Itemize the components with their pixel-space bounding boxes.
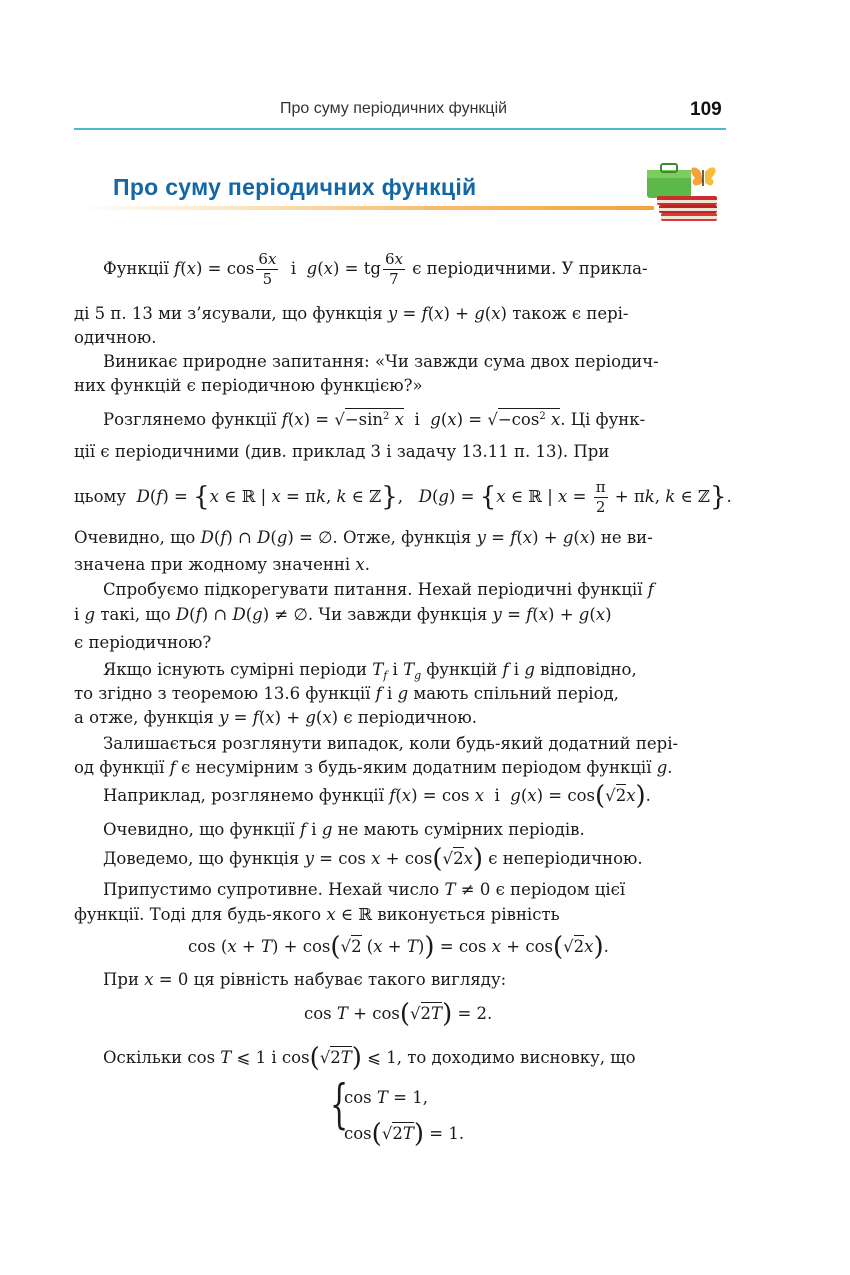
display-equation: cos (x + T) + cos(√2 (x + T)) = cos x + cos(√2x). bbox=[188, 932, 609, 962]
text-line: ції є періодичними (див. приклад 3 і задачу 13.11 п. 13). При bbox=[74, 442, 610, 461]
display-equation: cos T + cos(√2T) = 2. bbox=[304, 999, 493, 1029]
text-line: і g такі, що D(f) ∩ D(g) ≠ ∅. Чи завжди функція y = f(x) + g(x) bbox=[74, 605, 612, 624]
text-line: Спробуємо підкорегувати питання. Нехай періодичні функції f bbox=[103, 580, 654, 599]
text-line: Виникає природне запитання: «Чи завжди сума двох періодич- bbox=[103, 352, 659, 371]
system-brace: { bbox=[330, 1075, 349, 1135]
text-line: ді 5 п. 13 ми з’ясували, що функція y = f(x) + g(x) також є пері- bbox=[74, 304, 629, 323]
system-equation: cos T = 1, bbox=[344, 1088, 428, 1107]
system-equation: cos(√2T) = 1. bbox=[344, 1119, 465, 1149]
text-line: од функції f є несумірним з будь-яким додатним періодом функції g. bbox=[74, 758, 673, 777]
text-line: Розглянемо функції $f(x) = √-\sin^2$ x і $g(x) = √-\cos^2$ x. Ці функ- bbox=[103, 410, 646, 429]
text-line: Якщо існують сумірні періоди $T_f$ і $T_g$ функцій f і g відповідно, bbox=[103, 660, 637, 682]
text-line: а отже, функція y = f(x) + g(x) є періодичною. bbox=[74, 708, 477, 727]
header-divider bbox=[74, 128, 726, 130]
text-line: Наприклад, розглянемо функції f(x) = cos x і g(x) = cos(√2x). bbox=[103, 781, 651, 811]
text-line: Функції f(x) = cos $\frac{6x}{5}$ і g(x) = tg $\frac{6x}{7}$ є періодичними. У прикла- bbox=[103, 250, 648, 288]
section-title: Про суму періодичних функцій bbox=[113, 174, 477, 200]
text-line: Очевидно, що функції f і g не мають сумірних періодів. bbox=[103, 820, 585, 839]
text-line: значена при жодному значенні x. bbox=[74, 555, 370, 574]
text-line: є періодичною? bbox=[74, 633, 212, 652]
text-line: Залишається розглянути випадок, коли будь-який додатний пері- bbox=[103, 734, 679, 753]
running-head-title: Про суму періодичних функцій bbox=[280, 100, 508, 117]
text-line: функції. Тоді для будь-якого x ∈ ℝ виконується рівність bbox=[74, 905, 560, 924]
page-number: 109 bbox=[690, 99, 722, 120]
text-line: При x = 0 ця рівність набуває такого вигляду: bbox=[103, 970, 507, 989]
text-line: одичною. bbox=[74, 328, 157, 347]
text-line: них функцій є періодичною функцією?» bbox=[74, 376, 423, 395]
text-line: Припустимо супротивне. Нехай число T ≠ 0 є періодом цієї bbox=[103, 880, 626, 899]
title-underline bbox=[74, 206, 654, 210]
text-line: Оскільки cos T ⩽ 1 і cos(√2T) ⩽ 1, то доходимо висновку, що bbox=[103, 1043, 636, 1073]
text-line: цьому D(f) = {x ∈ ℝ | x = πk, k ∈ ℤ}, D(g) = {x ∈ ℝ | x = $\frac{\pi}{2}$ + πk, k ∈ ℤ}. bbox=[74, 478, 732, 516]
text-line: то згідно з теоремою 13.6 функції f і g мають спільний період, bbox=[74, 684, 619, 703]
text-line: Очевидно, що D(f) ∩ D(g) = ∅. Отже, функція y = f(x) + g(x) не ви- bbox=[74, 528, 653, 547]
books-briefcase-butterfly-icon bbox=[643, 160, 723, 224]
text-line: Доведемо, що функція y = cos x + cos(√2x) є неперіодичною. bbox=[103, 844, 643, 874]
